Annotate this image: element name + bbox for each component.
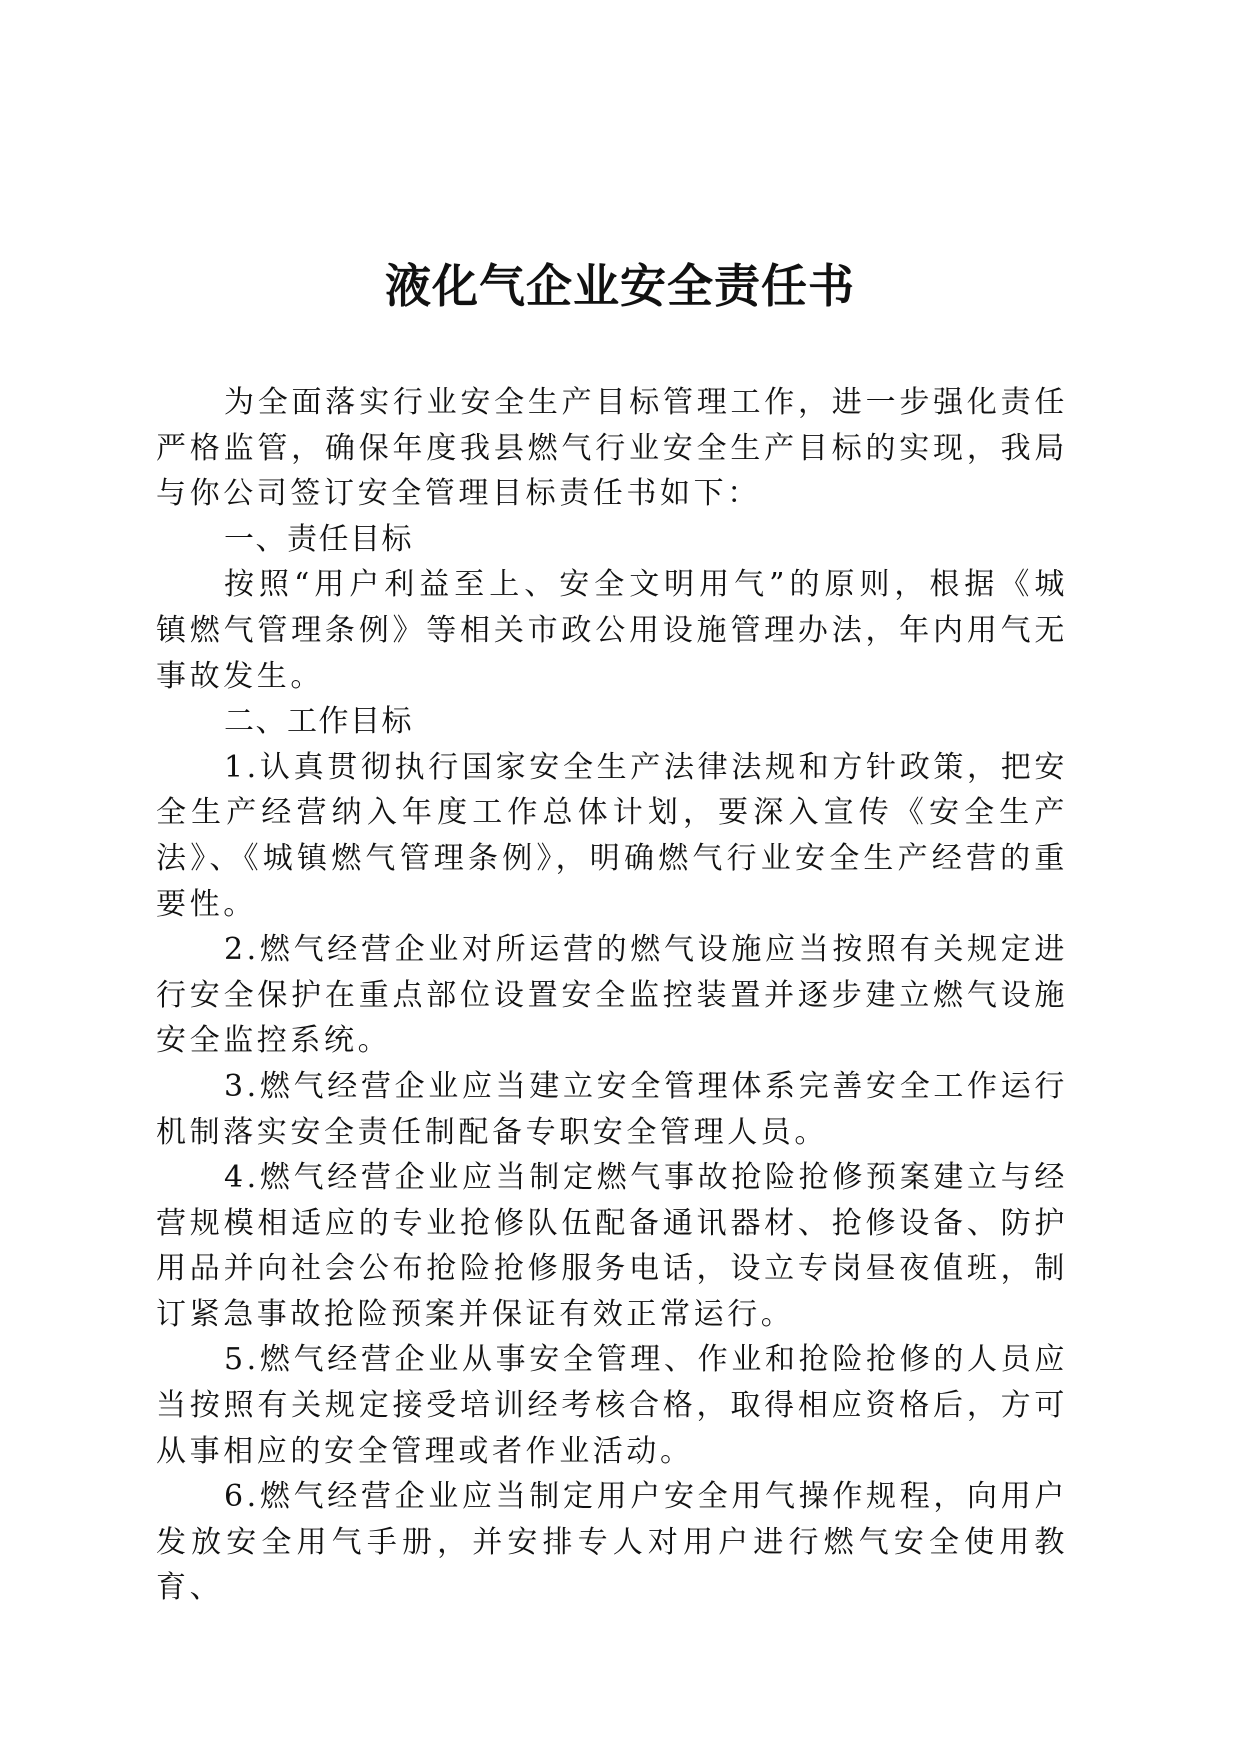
work-goal-item-1: 1.认真贯彻执行国家安全生产法律法规和方针政策，把安全生产经营纳入年度工作总体计划，要深入宣传《安全生产法》、《城镇燃气管理条例》，明确燃气行业安全生产经营的重要性。: [156, 749, 1068, 922]
section-heading-work-goal: 二、工作目标: [224, 704, 413, 740]
work-goal-item-6: 6.燃气经营企业应当制定用户安全用气操作规程，向用户发放安全用气手册，并安排专人对用户进行燃气安全使用教育、: [156, 1479, 1068, 1606]
work-goal-item-2: 2.燃气经营企业对所运营的燃气设施应当按照有关规定进行安全保护在重点部位设置安全监控装置并逐步建立燃气设施安全监控系统。: [156, 932, 1068, 1059]
work-goal-item-4: 4.燃气经营企业应当制定燃气事故抢险抢修预案建立与经营规模相适应的专业抢修队伍配备通讯器材、抢修设备、防护用品并向社会公布抢险抢修服务电话，设立专岗昼夜值班，制订紧急事故抢险预案并保证有效正常运行。: [156, 1160, 1068, 1332]
document-body: [156, 380, 1068, 1611]
intro-paragraph: 为全面落实行业安全生产目标管理工作，进一步强化责任严格监管，确保年度我县燃气行业安全生产目标的实现，我局与你公司签订安全管理目标责任书如下：: [156, 385, 1068, 512]
work-goal-item-5: 5.燃气经营企业从事安全管理、作业和抢险抢修的人员应当按照有关规定接受培训经考核合格，取得相应资格后，方可从事相应的安全管理或者作业活动。: [156, 1342, 1068, 1469]
document-title: 液化气企业安全责任书: [385, 259, 855, 313]
section-heading-responsibility-goal: 一、责任目标: [224, 521, 413, 557]
responsibility-goal-paragraph: 按照“用户利益至上、安全文明用气”的原则，根据《城镇燃气管理条例》等相关市政公用设施管理办法，年内用气无事故发生。: [156, 567, 1068, 694]
work-goal-item-3: 3.燃气经营企业应当建立安全管理体系完善安全工作运行机制落实安全责任制配备专职安全管理人员。: [156, 1068, 1068, 1150]
